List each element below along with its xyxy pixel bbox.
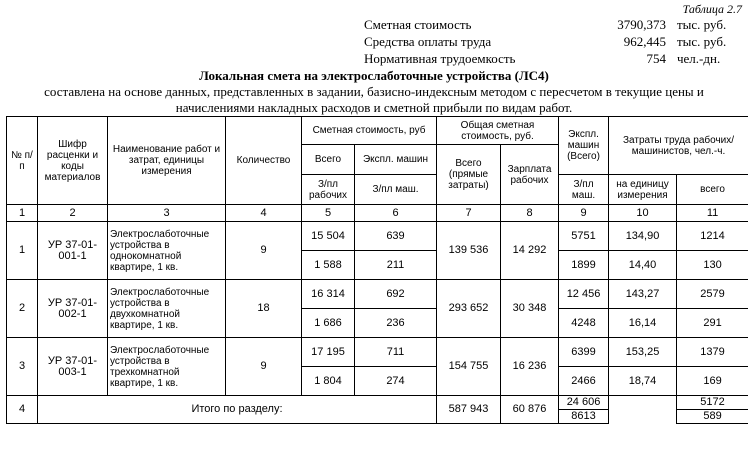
row-total-wage-mach: 1899 (559, 251, 609, 280)
summary-unit-cost: тыс. руб. (677, 17, 727, 32)
row-code: УР 37-01-003-1 (38, 338, 108, 396)
header-num: № п/п (7, 117, 38, 205)
row-labor-total: 1214 (677, 222, 748, 251)
row-total-wage: 14 292 (501, 222, 559, 280)
row-labor-unit: 134,90 (609, 222, 677, 251)
col-number: 2 (38, 205, 108, 222)
row-labor-unit-mach: 16,14 (609, 309, 677, 338)
summary-value-labor: 754 (646, 51, 666, 66)
row-unit-mach: 711 (355, 338, 437, 367)
col-number: 11 (677, 205, 748, 222)
total-wage-mach: 8613 (559, 410, 609, 424)
col-number: 1 (7, 205, 38, 222)
header-unit-total: Всего (302, 145, 355, 175)
total-wage: 60 876 (501, 396, 559, 424)
estimate-table (6, 116, 748, 424)
header-total-all: Всего (прямые затраты) (437, 145, 501, 205)
header-unit-wage-mach: З/пл маш. (355, 175, 437, 205)
header-total-cost: Общая сметная стоимость, руб. (437, 117, 559, 145)
header-total-mach: Экспл. машин (Всего) (559, 117, 609, 175)
table-row (7, 338, 748, 367)
row-labor-total-mach: 169 (677, 367, 748, 396)
row-total-mach: 6399 (559, 338, 609, 367)
row-unit-total: 16 314 (302, 280, 355, 309)
row-total-wage-mach: 2466 (559, 367, 609, 396)
header-name: Наименование работ и затрат, единицы измерения (108, 117, 226, 205)
summary-label-cost: Сметная стоимость (364, 17, 472, 32)
header-labor-unit: на единицу измерения (609, 175, 677, 205)
row-code: УР 37-01-001-1 (38, 222, 108, 280)
row-total-wage-mach: 4248 (559, 309, 609, 338)
col-number: 5 (302, 205, 355, 222)
row-unit-mach: 639 (355, 222, 437, 251)
summary-value-wages: 962,445 (623, 34, 666, 49)
row-labor-total-mach: 291 (677, 309, 748, 338)
table-row (7, 280, 748, 309)
summary-label-labor: Нормативная трудоемкость (364, 51, 516, 66)
col-number: 3 (108, 205, 226, 222)
total-all: 587 943 (437, 396, 501, 424)
row-labor-unit: 143,27 (609, 280, 677, 309)
row-total-all: 154 755 (437, 338, 501, 396)
header-unit-mach: Экспл. машин (355, 145, 437, 175)
row-unit-total: 15 504 (302, 222, 355, 251)
row-labor-unit: 153,25 (609, 338, 677, 367)
summary-unit-labor: чел.-дн. (677, 51, 721, 66)
document-title: Локальная смета на электрослаботочные устройства (ЛС4) (199, 68, 549, 83)
row-unit-wage: 1 804 (302, 367, 355, 396)
row-total-all: 293 652 (437, 280, 501, 338)
row-total-all: 139 536 (437, 222, 501, 280)
summary-unit-wages: тыс. руб. (677, 34, 727, 49)
row-qty: 18 (226, 280, 302, 338)
summary-value-cost: 3790,373 (617, 17, 666, 32)
total-row (7, 396, 748, 410)
row-name: Электрослаботочные устройства в однокомнатной квартире, 1 кв. (108, 222, 226, 280)
total-num: 4 (7, 396, 38, 424)
row-num: 2 (7, 280, 38, 338)
row-labor-unit-mach: 14,40 (609, 251, 677, 280)
header-labor-total: всего (677, 175, 748, 205)
row-labor-total: 1379 (677, 338, 748, 367)
col-number: 10 (609, 205, 677, 222)
row-name: Электрослаботочные устройства в трехкомнатной квартире, 1 кв. (108, 338, 226, 396)
header-code: Шифр расценки и коды материалов (38, 117, 108, 205)
table-number: Таблица 2.7 (682, 2, 742, 16)
total-labor-mach: 589 (677, 410, 748, 424)
row-num: 1 (7, 222, 38, 280)
row-unit-total: 17 195 (302, 338, 355, 367)
row-num: 3 (7, 338, 38, 396)
header-labor: Затраты труда рабочих/машинистов, чел.-ч. (609, 117, 748, 175)
header-unit-cost: Сметная стоимость, руб (302, 117, 437, 145)
row-unit-wage-mach: 211 (355, 251, 437, 280)
col-number: 7 (437, 205, 501, 222)
document-subtitle: составлена на основе данных, представленных в задании, базисно-индексным методом с пересчетом в текущие цены и начислениями накладных расходов и сметной прибыли по видам работ. (44, 84, 704, 115)
row-unit-wage-mach: 236 (355, 309, 437, 338)
total-labor: 5172 (677, 396, 748, 410)
row-code: УР 37-01-002-1 (38, 280, 108, 338)
row-unit-mach: 692 (355, 280, 437, 309)
row-labor-total-mach: 130 (677, 251, 748, 280)
row-unit-wage-mach: 274 (355, 367, 437, 396)
row-qty: 9 (226, 222, 302, 280)
row-total-mach: 12 456 (559, 280, 609, 309)
row-name: Электрослаботочные устройства в двухкомнатной квартире, 1 кв. (108, 280, 226, 338)
row-labor-unit-mach: 18,74 (609, 367, 677, 396)
row-labor-total: 2579 (677, 280, 748, 309)
row-total-wage: 30 348 (501, 280, 559, 338)
col-number: 6 (355, 205, 437, 222)
summary-label-wages: Средства оплаты труда (364, 34, 492, 49)
header-qty: Количество (226, 117, 302, 205)
total-empty-cell (609, 396, 677, 424)
row-unit-wage: 1 686 (302, 309, 355, 338)
header-total-wage-mach: З/пл маш. (559, 175, 609, 205)
total-label: Итого по разделу: (38, 396, 437, 424)
col-number: 4 (226, 205, 302, 222)
col-number: 8 (501, 205, 559, 222)
row-qty: 9 (226, 338, 302, 396)
row-unit-wage: 1 588 (302, 251, 355, 280)
table-row (7, 222, 748, 251)
row-total-wage: 16 236 (501, 338, 559, 396)
header-total-wage: Зарплата рабочих (501, 145, 559, 205)
row-total-mach: 5751 (559, 222, 609, 251)
col-number: 9 (559, 205, 609, 222)
header-unit-wage: З/пл рабочих (302, 175, 355, 205)
total-mach: 24 606 (559, 396, 609, 410)
